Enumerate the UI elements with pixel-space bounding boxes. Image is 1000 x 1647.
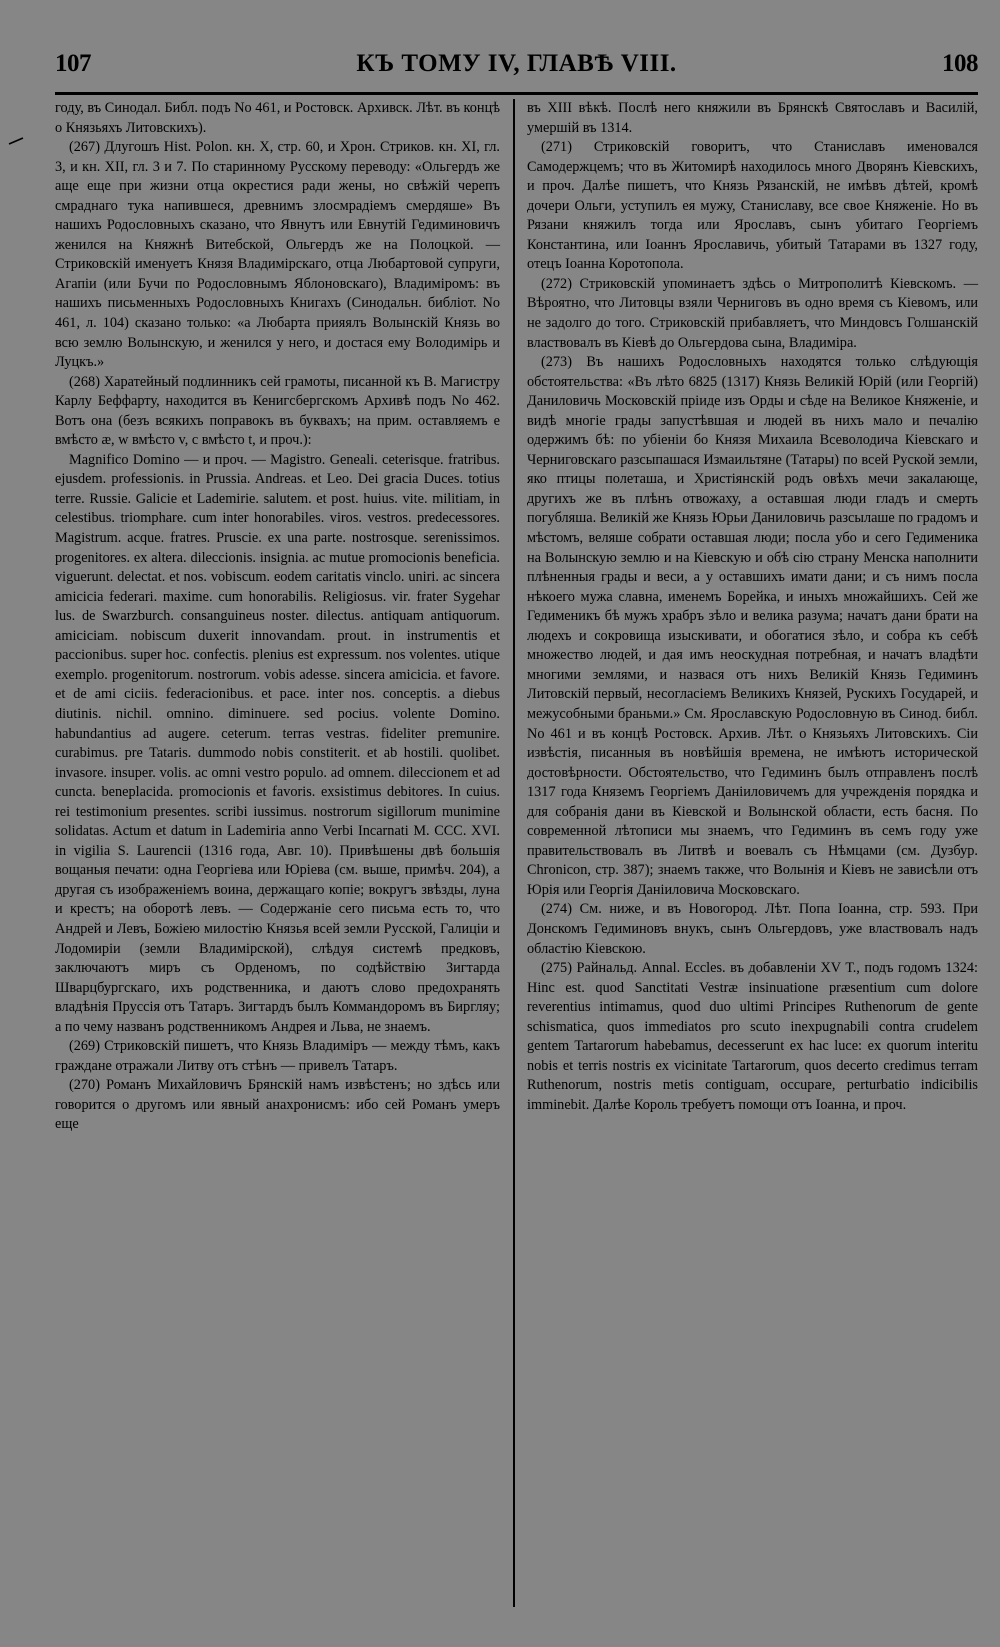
- page-title: КЪ ТОМУ IV, ГЛАВѢ VIII.: [356, 50, 677, 77]
- margin-pen-mark: [8, 137, 24, 145]
- page-number-right: 108: [942, 50, 978, 77]
- right-column: [527, 99, 978, 1115]
- note-271: (271) Стриковскій говоритъ, что Станиславъ именовался Самодержцемъ; что въ Житомирѣ находилось много Дворянъ Кіевскихъ, и проч. Далѣе пишетъ, что Князь Рязанскій, не имѣвъ дѣтей, кромѣ дочери Ольги, уступилъ ея мужу, Станиславу, все свое Княженіе. Но въ Рязани княжилъ тогда или Ярославъ, сынъ убитаго Георгіемъ Константина, или Іоаннъ Ярославичь, убитый Татарами въ 1327 году, отецъ Іоанна Коротопола.: [527, 139, 978, 273]
- note-274: (274) См. ниже, и въ Новогород. Лѣт. Попа Іоанна, стр. 593. При Донскомъ Гедиминовъ внукъ, сынъ Ольгердовъ, уже властвовалъ надъ областію Кіевскою.: [527, 901, 978, 957]
- header-rule: [55, 92, 978, 95]
- note-267: (267) Длугошъ Hist. Polon. кн. X, стр. 60, и Хрон. Стриков. кн. XI, гл. 3, и кн. XII, гл. 3 и 7. По старинному Русскому переводу: «Ольгердъ же аще еще при жизни отца окрестися ради жены, но свѣжій черепъ смраднаго тука напившеся, древнимъ злосмрадіемъ смердяше» Въ нашихъ Родословныхъ сказано, что Явнутъ или Евнутій Гедиминовичъ женился на Княжнѣ Витебской, Ольгердъ же на Полоцкой. — Стриковскій именуетъ Князя Владимірскаго, отца Любартовой супруги, Агапіи (или Бучи по Родословнымъ Яблоновскаго), Владиміромъ: въ нашихъ письменныхъ Родословныхъ Книгахъ (Синодальн. библіот. No 461, л. 104) сказано только: «а Любарта прияялъ Волынскій Князь во всю землю Волынскую, и женился у него, и достася ему Володимірь и Луцкъ.»: [55, 139, 500, 371]
- note-268-latin-text: Magnifico Domino — и проч. — Magistro. Geneali. ceterisque. fratribus. ejusdem. professionis. in Prussia. Andreas. et Leo. Dei gracia Duces. totius terre. Russie. Galicie et Lademirie. salutem. et post. huius. vite. militiam, in celestibus. triomphare. cum inter honorabiles. viros. vestros. predecessores. Magistrum. acque. fratres. Pruscie. ex una parte. nostrosque. serenissimos. progenitores. ex altera. dileccionis. insignia. ac mutue promocionis beneficia. viguerunt. delectat. et nos. vobiscum. eodem caritatis vinclo. uniri. ac sincera amicicia federari. maxime. cum honorabilis. Religiosus. vir. frater Sygehar lus. de Swarzburch. consanguineus noster. dilectus. antiquam antiquorum. amiciciam. nobiscum duxerit innovandam. prout. in instrumentis et paccionibus. super hoc. confectis. plenius est expressum. nos volentes. utique exemplo. progenitorum. nostrorum. vobis adesse. sincera amicicia. et favore. et de ami ciciis. federacionibus. et pace. inter nos. conceptis. a diebus diutinis. nichil. omnino. diminuere. sed pocius. volente Domino. habundantius ad augere. ceterum. terras vestras. fideliter premunire. curabimus. pre Tataris. dummodo nobis constiterit. et ab hostili. quolibet. invasore. insuper. volis. ac omni vestro populo. ad omnem. dileccionem et ad cuncta. beneplacida. promocionis et favoris. exsistimus debitores. In cuius. rei testimonium presentes. scribi iussimus. nostrorum sigillorum munimine solidatas. Actum et datum in Lademiria anno Verbi Incarnati M. CCC. XVI. in vigilia S. Laurencii (1316 года, Авг. 10). Привѣшены двѣ большія вощаныя печати: одна Георгіева или Юріева (см. выше, примѣч. 204), а другая съ изображеніемъ воина, держащаго копіе; вокругъ звѣзды, луна и крестъ; на оборотѣ левъ. — Содержаніе сего письма есть то, что Андрей и Левъ, Божіею милостію Князья всей земли Русской, Галиціи и Лодомиріи (земли Владимірской), слѣдуя системѣ предковъ, заключаютъ миръ съ Орденомъ, по содѣйствію Зигтарда Шварцбургскаго, ихъ родственника, и даютъ слово предохранять владѣнія Пруссія отъ Татаръ. Зигтардъ былъ Коммандоромъ въ Биргляу; а по чему названъ родственникомъ Андрея и Льва, не знаемъ.: [55, 451, 500, 1035]
- page-header: [55, 50, 978, 80]
- note-272: (272) Стриковскій упоминаетъ здѣсь о Митрополитѣ Кіевскомъ. — Вѣроятно, что Литовцы взяли Черниговъ въ одно время съ Кіевомъ, или не задолго до того. Стриковскій прибавляетъ, что Миндовсъ Голшанскій властвовалъ въ Кіевѣ до Ольгердова сына, Владиміра.: [527, 275, 978, 351]
- note-continuation: году, въ Синодал. Библ. подъ No 461, и Ростовск. Архивск. Лѣт. въ концѣ о Князьяхъ Литовскихъ).: [55, 100, 500, 136]
- note-268: (268) Харатейный подлинникъ сей грамоты, писанной къ В. Магистру Карлу Беффарту, находится въ Кенигсбергскомъ Архивѣ подъ No 462. Вотъ она (безъ всякихъ поправокъ въ буквахъ; на прим. оставляемъ е вмѣсто æ, w вмѣсто v, с вмѣсто t, и проч.):: [55, 373, 500, 449]
- page-number-left: 107: [55, 50, 91, 77]
- column-separator: [513, 99, 515, 1607]
- left-column: [55, 99, 500, 1135]
- note-270: (270) Романъ Михайловичъ Брянскій намъ извѣстенъ; но здѣсь или говорится о другомъ или явный анахронисмъ: ибо сей Романъ умеръ еще: [55, 1077, 500, 1133]
- note-270-continuation: въ XIII вѣкѣ. Послѣ него княжили въ Брянскѣ Святославъ и Василій, умершій въ 1314.: [527, 100, 978, 136]
- note-275: (275) Райнальд. Annal. Eccles. въ добавленіи XV Т., подъ годомъ 1324: Hinc est. quod Sanctitati Vestræ insinuatione præsentium cum dolore reverentius intimamus, quod duo ultimi Principes Ruthenorum de gente schismatica, quos immediatos pro scuto inexpugnabili contra crudelem gentem Tartarorum habebamus, decesserunt ex hac luce: ex quorum interitu nobis et terris nostris ex vicinitate Tartarorum, quos decerto credimus terram Ruthenorum, nostris metis contiguam, occupare, perturbatio indicibilis imminebit. Далѣе Король требуетъ помощи отъ Іоанна, и проч.: [527, 960, 978, 1113]
- note-273: (273) Въ нашихъ Родословныхъ находятся только слѣдующія обстоятельства: «Въ лѣто 6825 (1317) Князь Великій Юрій (или Георгій) Даниловичь Московскій пріиде изъ Орды и сѣде на Великое Княженіе, и видѣ многіе грады запустѣвшая и людей въ нихъ мало и печалію одержимъ бѣ: по убіеніи бо Князя Михаила Всеволодича Кіевскаго и Черниговскаго разсыпашася Измаильтяне (Татары) по всей Руской земли, яко птицы полеташа, и Христіянскій родъ овѣхъ мечи закалающе, другихъ же въ плѣнъ отвожаху, а оставшая люди гладъ и смерть погубляша. Великій же Князь Юрьи Даниловичь разсылаше по градомъ и мѣстомъ, веляше собрати оставшая люди; посла убо и сего Гедименика на Волынскую землю и на Кіевскую и обѣ сію страну Менска наполнити плѣненныя грады и веси, а у оставшихъ имати дани; и съ нимъ посла нѣкоего мужа славна, именемъ Борейка, и иныхъ множайшихъ. Сей же Гедименикъ бѣ мужъ храбръ зѣло и велика разума; начатъ дани брати на людехъ и сокровища изыскивати, и обогатися зѣло, и собра къ себѣ множество людей, и дая имъ неоскудная потребная, и начатъ владѣти многими землями, и назвася отъ нихъ Великій Князь Гедиминъ Литовскій первый, несоглаcіемъ Великихъ Князей, Рускихъ Государей, и межусобными браньми.» См. Ярославскую Родословную въ Синод. библ. No 461 и въ концѣ Ростовск. Архив. Лѣт. о Князьяхъ Литовскихъ. Сіи извѣстія, писанныя въ новѣйшія времена, не имѣютъ исторической достовѣрности. Обстоятельство, что Гедиминъ былъ отправленъ послѣ 1317 года Княземъ Георгіемъ Даніиловичемъ для учрежденія порядка и для собранія дани въ Кіевской и Волынской области, есть басня. По современной лѣтописи мы знаемъ, что Гедиминъ въ семъ году уже правительствовалъ въ Литвѣ и воевалъ съ Нѣмцами (см. Дузбур. Chronicon, стр. 387); знаемъ также, что Волынія и Кіевъ не зависѣли отъ Юрія или Георгія Даніиловича Московскаго.: [527, 354, 978, 898]
- note-269: (269) Стриковскій пишетъ, что Князь Владиміръ — между тѣмъ, какъ граждане отражали Литву отъ стѣнъ — привелъ Татаръ.: [55, 1038, 500, 1074]
